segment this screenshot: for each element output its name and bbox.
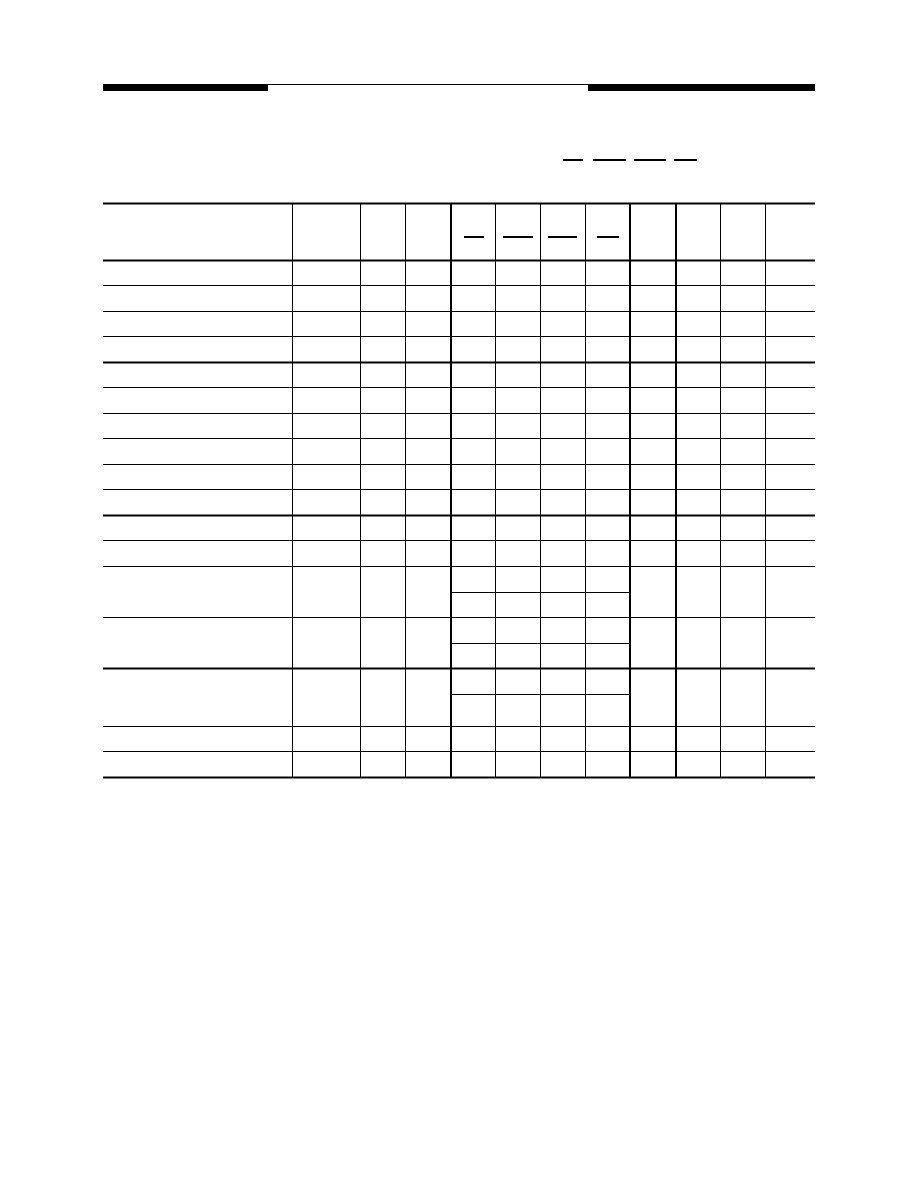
header-overline-mark bbox=[548, 236, 577, 238]
header-overline-mark bbox=[503, 236, 533, 238]
header-overline-mark bbox=[464, 236, 484, 238]
header-overline-mark bbox=[597, 236, 619, 238]
